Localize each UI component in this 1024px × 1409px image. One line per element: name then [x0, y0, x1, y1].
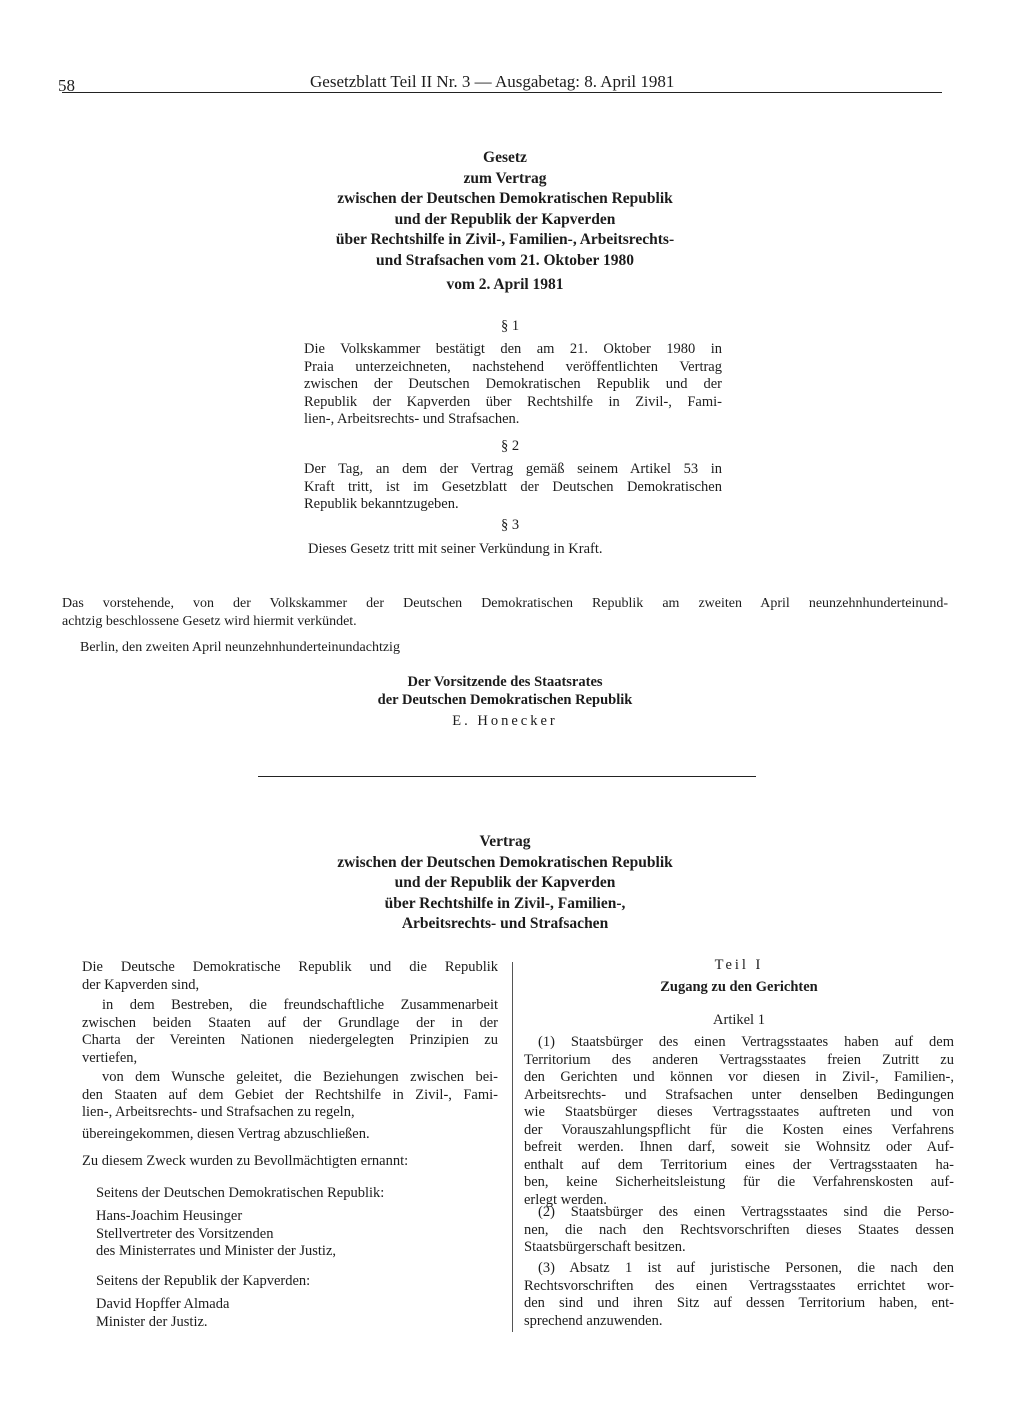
- party2-label: Seitens der Republik der Kapverden:: [96, 1273, 311, 1289]
- text-line: in dem Bestreben, die freundschaftliche Zusammenarbeit: [102, 997, 498, 1013]
- text-line: Die Deutsche Demokratische Republik und die Republik: [82, 959, 498, 975]
- text-line: (1) Staatsbürger des einen Vertragsstaates haben auf dem: [538, 1034, 954, 1050]
- law-title-line: und der Republik der Kapverden: [394, 210, 616, 228]
- law-title-line: über Rechtshilfe in Zivil-, Familien-, Arbeitsrechts-: [335, 231, 675, 248]
- text-line: Kraft tritt, ist im Gesetzblatt der Deutschen Demokratischen: [304, 478, 722, 495]
- text-line: lien-, Arbeitsrechts- und Strafsachen.: [304, 411, 520, 427]
- text-line: der Vorauszahlungspflicht für die Kosten eines Verfahrens: [524, 1121, 954, 1138]
- preamble-wish: [82, 1069, 498, 1122]
- text-line: ben, keine Sicherheitsleistung für die Verfahrenskosten auf-: [524, 1174, 954, 1190]
- signature-title-2: der Deutschen Demokratischen Republik: [377, 692, 633, 708]
- promulgation: [62, 595, 948, 630]
- text-line: Stellvertreter des Vorsitzenden: [96, 1226, 274, 1242]
- text-line: Rechtsvorschriften des einen Vertragsstaates errichtet wor-: [524, 1277, 954, 1294]
- treaty-title-line: zwischen der Deutschen Demokratischen Republik: [337, 853, 673, 871]
- text-line: Territorium des anderen Vertragsstaates freien Zutritt zu: [524, 1051, 954, 1068]
- place-date: Berlin, den zweiten April neunzehnhunderteinundachtzig: [80, 640, 400, 655]
- law-title-line: zum Vertrag: [463, 169, 547, 187]
- party1-role: [96, 1226, 336, 1260]
- text-line: Staatsbürgerschaft besitzen.: [524, 1239, 686, 1255]
- text-line: Der Tag, an dem der Vertrag gemäß seinem Artikel 53 in: [304, 461, 722, 477]
- party1-name: Hans-Joachim Heusinger: [96, 1208, 243, 1224]
- text-line: Arbeitsrechts- und Strafsachen unter denselben Bedingungen: [524, 1086, 954, 1103]
- treaty-title-line: und der Republik der Kapverden: [394, 874, 616, 891]
- text-line: (3) Absatz 1 ist auf juristische Personen, die nach den: [538, 1260, 954, 1276]
- plenipotentiaries-intro: Zu diesem Zweck wurden zu Bevollmächtigten ernannt:: [82, 1153, 409, 1169]
- signature-name: E. Honecker: [452, 713, 558, 729]
- article-paragraph-1: [524, 1034, 954, 1209]
- text-line: den Staaten auf dem Gebiet der Rechtshilfe in Zivil-, Fami-: [82, 1086, 498, 1103]
- part-label: Teil I: [714, 957, 764, 973]
- text-line: den sind und ihren Sitz auf dessen Territorium haben, ent-: [524, 1295, 954, 1311]
- text-line: vertiefen,: [82, 1049, 138, 1066]
- text-line: nen, die nach den Rechtsvorschriften dieses Staates dessen: [524, 1221, 954, 1238]
- section-divider: [258, 776, 756, 777]
- column-divider: [512, 962, 513, 1332]
- text-line: den Gerichten und können vor diesen in Zivil-, Familien-,: [524, 1069, 954, 1085]
- text-line: der Kapverden sind,: [82, 976, 200, 993]
- text-line: erlegt werden.: [524, 1191, 607, 1208]
- text-line: Charta der Vereinten Nationen niedergelegten Prinzipien zu: [82, 1032, 498, 1048]
- text-line: achtzig beschlossene Gesetz wird hiermit verkündet.: [62, 613, 357, 629]
- text-line: befreit werden. Ihnen darf, soweit sie Wohnsitz oder Auf-: [524, 1139, 954, 1155]
- text-line: von dem Wunsche geleitet, die Beziehungen zwischen bei-: [102, 1069, 498, 1085]
- treaty-title-line: über Rechtshilfe in Zivil-, Familien-,: [384, 894, 626, 912]
- law-title-line: Gesetz: [483, 149, 527, 166]
- party2-name: David Hopffer Almada: [96, 1296, 230, 1312]
- treaty-title: [0, 832, 1010, 935]
- law-title-line: und Strafsachen vom 21. Oktober 1980: [375, 251, 635, 269]
- running-title: Gesetzblatt Teil II Nr. 3 — Ausgabetag: 8. April 1981: [310, 72, 675, 91]
- article-paragraph-2: [524, 1204, 954, 1257]
- text-line: enthalt auf dem Territorium eines der Vertragsstaaten ha-: [524, 1156, 954, 1173]
- law-date: vom 2. April 1981: [446, 276, 564, 293]
- treaty-title-line: Vertrag: [479, 833, 531, 850]
- section-symbol-1: § 1: [500, 318, 520, 334]
- text-line: Das vorstehende, von der Volkskammer der Deutschen Demokratischen Republik am zweiten April neunzehnhunderteinund-: [62, 596, 948, 611]
- party1-label: Seitens der Deutschen Demokratischen Republik:: [96, 1185, 385, 1201]
- part-title: Zugang zu den Gerichten: [660, 979, 818, 995]
- text-line: Die Volkskammer bestätigt den am 21. Oktober 1980 in: [304, 341, 722, 357]
- page-number: 58: [58, 76, 75, 95]
- text-line: lien-, Arbeitsrechts- und Strafsachen zu regeln,: [82, 1104, 355, 1120]
- text-line: zwischen der Deutschen Demokratischen Republik und der: [304, 376, 722, 392]
- law-title-line: zwischen der Deutschen Demokratischen Republik: [337, 190, 673, 207]
- article-paragraph-3: [524, 1260, 954, 1330]
- signature-title-1: Der Vorsitzende des Staatsrates: [407, 674, 603, 690]
- text-line: des Ministerrates und Minister der Justiz,: [96, 1243, 337, 1259]
- text-line: Praia unterzeichneten, nachstehend veröffentlichten Vertrag: [304, 358, 722, 375]
- text-line: Republik der Kapverden über Rechtshilfe in Zivil-, Fami-: [304, 393, 722, 410]
- preamble-aim: [82, 997, 498, 1067]
- law-title: [0, 148, 1010, 271]
- text-line: Republik bekanntzugeben.: [304, 496, 459, 512]
- preamble-intro: [82, 959, 498, 994]
- section-2-text: [304, 461, 722, 514]
- text-line: (2) Staatsbürger des einen Vertragsstaates sind die Perso-: [538, 1204, 954, 1220]
- party2-role: Minister der Justiz.: [96, 1314, 208, 1330]
- section-symbol-2: § 2: [500, 438, 520, 454]
- text-line: sprechend anzuwenden.: [524, 1312, 663, 1329]
- text-line: wie Staatsbürger dieses Vertragsstaates auftreten und von: [524, 1104, 954, 1120]
- article-heading: Artikel 1: [713, 1012, 765, 1028]
- preamble-agreed: übereingekommen, diesen Vertrag abzuschließen.: [82, 1126, 370, 1142]
- section-1-text: [304, 341, 722, 429]
- text-line: zwischen beiden Staaten auf der Grundlage der in der: [82, 1014, 498, 1031]
- section-3-text: Dieses Gesetz tritt mit seiner Verkündung in Kraft.: [308, 541, 603, 557]
- treaty-title-line: Arbeitsrechts- und Strafsachen: [401, 915, 609, 932]
- header-rule: [62, 92, 942, 93]
- section-symbol-3: § 3: [500, 517, 520, 533]
